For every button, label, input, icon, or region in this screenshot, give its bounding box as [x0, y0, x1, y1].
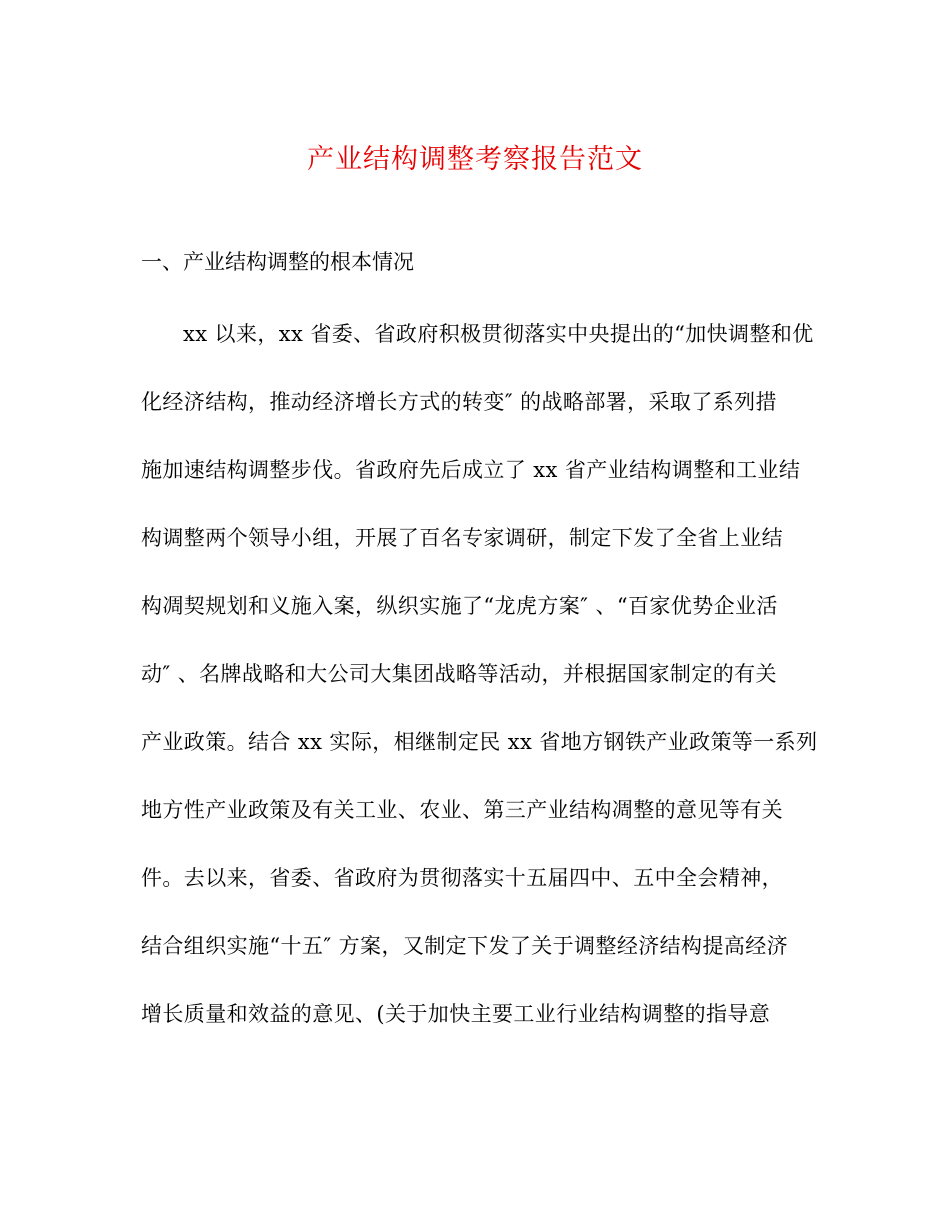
paragraph-line: 构凋契规划和义施入案，纵织实施了“龙虎方案″ 、“百家优势企业活 [141, 594, 778, 618]
body-paragraph [141, 313, 821, 1061]
paragraph-line: 施加速结构调整步伐。省政府先后成立了 xx 省产业结构调整和工业结 [141, 458, 801, 482]
paragraph-line: 动″ 、名牌战略和大公司大集团战略等活动，并根据国家制定的有关 [141, 662, 777, 686]
document-title: 产业结构调整考察报告范文 [307, 144, 643, 175]
paragraph-line: 结合组织实施“十五″ 方案，又制定下发了关于调整经济结构提高经济 [141, 934, 789, 958]
paragraph-line: 地方性产业政策及有关工业、农业、第三产业结构凋整的意见等有关 [141, 798, 783, 822]
paragraph-line: 增长质量和效益的意见、(关于加快主要工业行业结构调整的指导意 [141, 1002, 771, 1026]
paragraph-line: xx 以来，xx 省委、省政府积极贯彻落实中央提出的“加快调整和优 [183, 322, 814, 346]
paragraph-line: 件。去以来，省委、省政府为贯彻落实十五届四中、五中全会精神， [141, 866, 783, 890]
paragraph-line: 产业政策。结合 xx 实际，相继制定民 xx 省地方钢铁产业政策等一系列 [141, 730, 818, 754]
paragraph-line: 化经济结构，推动经济增长方式的转变″ 的战略部署，采取了系列措 [141, 390, 777, 414]
paragraph-line: 构调整两个领导小组，开展了百名专家调研，制定下发了全省上业结 [141, 526, 783, 550]
section-heading: 一、产业结构调整的根本情况 [141, 250, 414, 274]
